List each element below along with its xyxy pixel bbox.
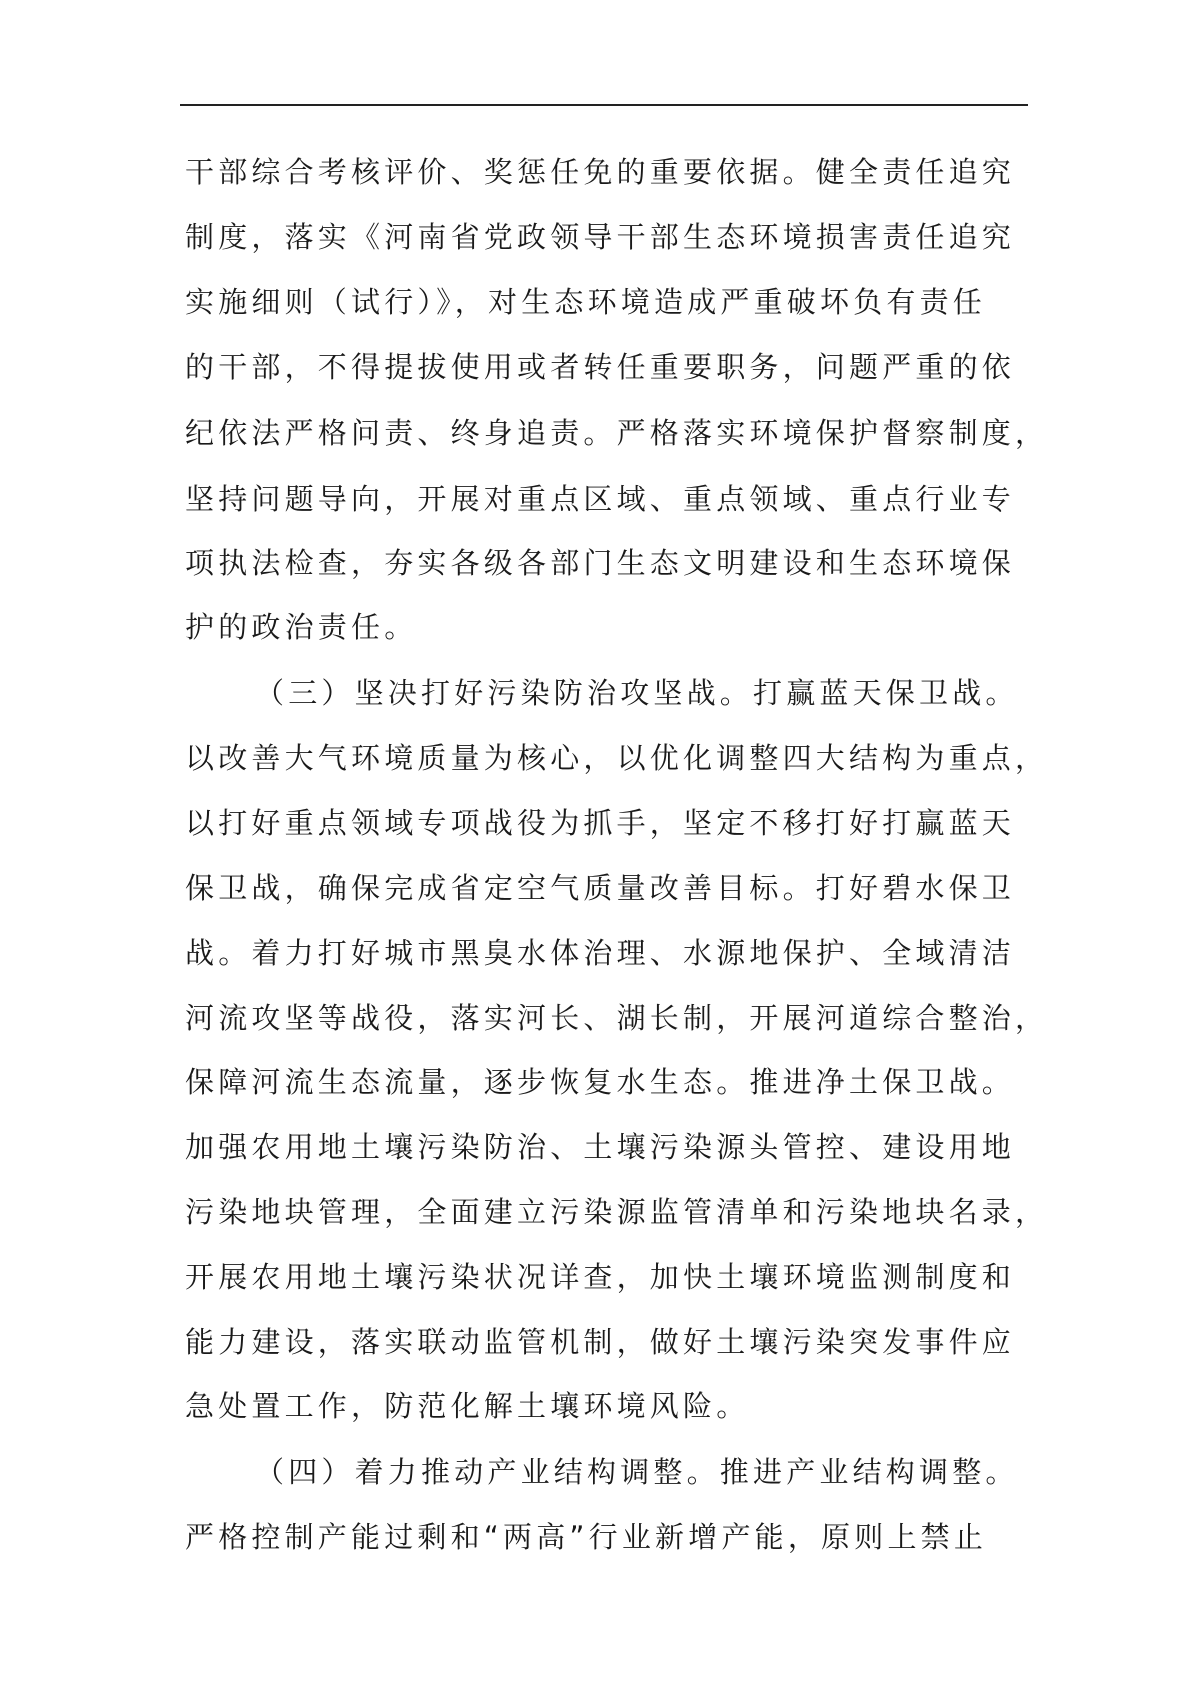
text-line: 以改善大气环境质量为核心，以优化调整四大结构为重点， xyxy=(185,741,1049,775)
text-line: 干部综合考核评价、奖惩任免的重要依据。健全责任追究 xyxy=(185,155,1016,189)
text-line: 战。着力打好城市黑臭水体治理、水源地保护、全域清洁 xyxy=(185,936,1016,970)
text-line: 坚持问题导向，开展对重点区域、重点领域、重点行业专 xyxy=(185,482,1016,516)
text-line: 保卫战，确保完成省定空气质量改善目标。打好碧水保卫 xyxy=(185,871,1016,905)
text-line: 保障河流生态流量，逐步恢复水生态。推进净土保卫战。 xyxy=(185,1065,1016,1099)
text-line: 护的政治责任。 xyxy=(185,610,418,644)
text-line: 以打好重点领域专项战役为抓手，坚定不移打好打赢蓝天 xyxy=(185,806,1016,840)
text-line: 开展农用地土壤污染状况详查，加快土壤环境监测制度和 xyxy=(185,1260,1016,1294)
text-line: 河流攻坚等战役，落实河长、湖长制，开展河道综合整治， xyxy=(185,1001,1049,1035)
text-line: 能力建设，落实联动监管机制，做好土壤污染突发事件应 xyxy=(185,1325,1016,1359)
section-heading: （四）着力推动产业结构调整。推进产业结构调整。 xyxy=(255,1455,1019,1489)
text-line: 严格控制产能过剩和“两高”行业新增产能，原则上禁止 xyxy=(185,1520,988,1554)
text-line: 加强农用地土壤污染防治、土壤污染源头管控、建设用地 xyxy=(185,1130,1016,1164)
text-line: 实施细则（试行）》，对生态环境造成严重破坏负有责任 xyxy=(185,285,987,319)
section-heading: （三）坚决打好污染防治攻坚战。打赢蓝天保卫战。 xyxy=(255,676,1019,710)
text-line: 纪依法严格问责、终身追责。严格落实环境保护督察制度， xyxy=(185,416,1049,450)
text-line: 污染地块管理，全面建立污染源监管清单和污染地块名录， xyxy=(185,1195,1049,1229)
text-line: 的干部，不得提拔使用或者转任重要职务，问题严重的依 xyxy=(185,350,1016,384)
text-line: 急处置工作，防范化解土壤环境风险。 xyxy=(185,1389,750,1423)
text-line: 项执法检查，夯实各级各部门生态文明建设和生态环境保 xyxy=(185,546,1016,580)
text-line: 制度，落实《河南省党政领导干部生态环境损害责任追究 xyxy=(185,220,1016,254)
document-body xyxy=(185,0,1065,1698)
